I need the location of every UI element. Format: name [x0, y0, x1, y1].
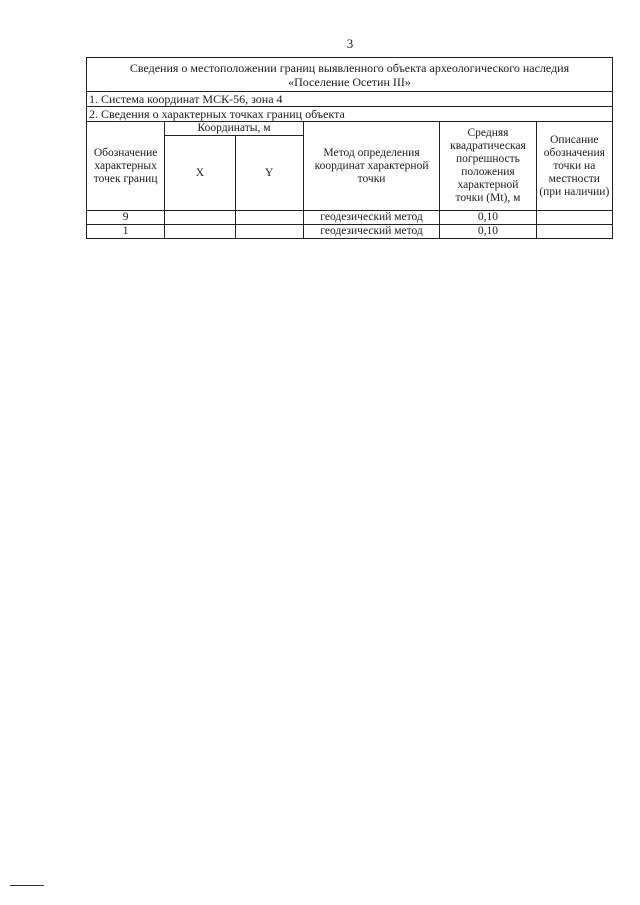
cell-method: геодезический метод [303, 225, 440, 239]
header-point-description: Описание обозначения точки на местности (при наличии) [536, 122, 612, 211]
boundary-points-table [86, 57, 613, 239]
cell-description [536, 225, 612, 239]
header-x: X [165, 136, 235, 211]
cell-error: 0,10 [440, 211, 536, 225]
header-mean-square-error: Средняя квадратическая погрешность положения характерной точки (Mt), м [440, 122, 536, 211]
coordinate-system-label: 1. Система координат МСК-56, зона 4 [87, 92, 613, 107]
cell-x [165, 211, 235, 225]
cell-method: геодезический метод [303, 211, 440, 225]
points-section-label: 2. Сведения о характерных точках границ объекта [87, 107, 613, 122]
table-row [87, 225, 613, 239]
table-title-line-1: Сведения о местоположении границ выявленного объекта археологического наследия [129, 61, 570, 75]
footnote-divider [10, 885, 44, 886]
table-title [87, 58, 613, 92]
page-number: 3 [346, 36, 354, 51]
cell-y [235, 211, 303, 225]
cell-error: 0,10 [440, 225, 536, 239]
table-title-line-2: «Поселение Осетин III» [288, 75, 411, 89]
header-point-designation: Обозначение характерных точек границ [87, 122, 165, 211]
header-y: Y [235, 136, 303, 211]
cell-y [235, 225, 303, 239]
cell-description [536, 211, 612, 225]
header-method: Метод определения координат характерной точки [303, 122, 440, 211]
cell-x [165, 225, 235, 239]
table-row [87, 211, 613, 225]
header-coordinates: Координаты, м [165, 122, 304, 136]
cell-point: 1 [87, 225, 165, 239]
cell-point: 9 [87, 211, 165, 225]
